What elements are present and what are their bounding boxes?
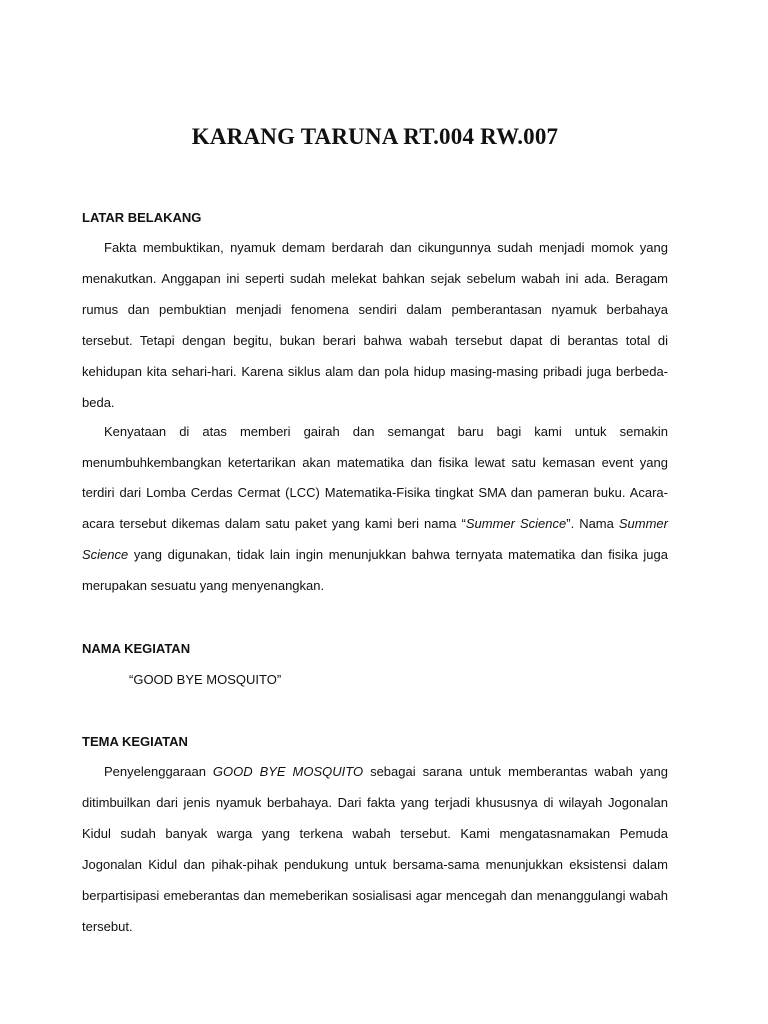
paragraph-text: Penyelenggaraan <box>104 764 213 779</box>
paragraph-text: Fakta membuktikan, nyamuk demam berdarah dan cikungunnya sudah menjadi momok yang menakutkan. Anggapan ini seperti sudah melekat bahkan sejak sebelum wabah ini ada. Beragam rumus dan pembuktian menjadi fenomena sendiri dalam pemberantasan nyamuk berbahaya tersebut. Tetapi dengan begitu, bukan berari bahwa wabah tersebut dapat di berantas total di kehidupan kita sehari-hari. Karena siklus alam dan pola hidup masing-masing pribadi juga berbeda-beda. <box>82 240 668 410</box>
activity-name: “GOOD BYE MOSQUITO” <box>129 672 282 687</box>
paragraph-tema-kegiatan <box>82 757 668 942</box>
paragraph-text: Kenyataan di atas memberi gairah dan semangat baru bagi kami untuk semakin menumbuhkembangkan ketertarikan akan matematika dan fisika lewat satu kemasan event yang terdiri dari Lomba Cerdas Cermat (LCC) Matematika-Fisika tingkat SMA dan pameran buku. Acara-acara tersebut dikemas dalam satu paket yang kami beri nama “ <box>82 424 668 532</box>
paragraph-text: ”. Nama <box>566 516 619 532</box>
heading-latar-belakang: LATAR BELAKANG <box>82 210 202 225</box>
heading-tema-kegiatan: TEMA KEGIATAN <box>82 734 188 749</box>
document-title: KARANG TARUNA RT.004 RW.007 <box>191 124 559 149</box>
paragraph-text: yang digunakan, tidak lain ingin menunjukkan bahwa ternyata matematika dan fisika juga merupakan sesuatu yang menyenangkan. <box>82 546 668 593</box>
paragraph-text: sebagai sarana untuk memberantas wabah yang ditimbuilkan dari jenis nyamuk berbahaya. Dari fakta yang terjadi khususnya di wilayah Jogonalan Kidul sudah banyak warga yang terkena wabah tersebut. Kami mengatasnamakan Pemuda Jogonalan Kidul dan pihak-pihak pendukung untuk bersama-sama menunjukkan eksistensi dalam berpartisipasi emeberantas dan memeberikan sosialisasi agar mencegah dan menanggulangi wabah tersebut. <box>82 764 668 934</box>
paragraph-latar-belakang-1 <box>82 232 668 418</box>
event-name-emphasis: Summer Science <box>82 516 668 562</box>
event-name-emphasis: Summer Science <box>465 516 567 532</box>
activity-name-emphasis: GOOD BYE MOSQUITO <box>212 764 364 779</box>
heading-nama-kegiatan: NAMA KEGIATAN <box>82 641 191 656</box>
paragraph-latar-belakang-2 <box>82 417 668 601</box>
